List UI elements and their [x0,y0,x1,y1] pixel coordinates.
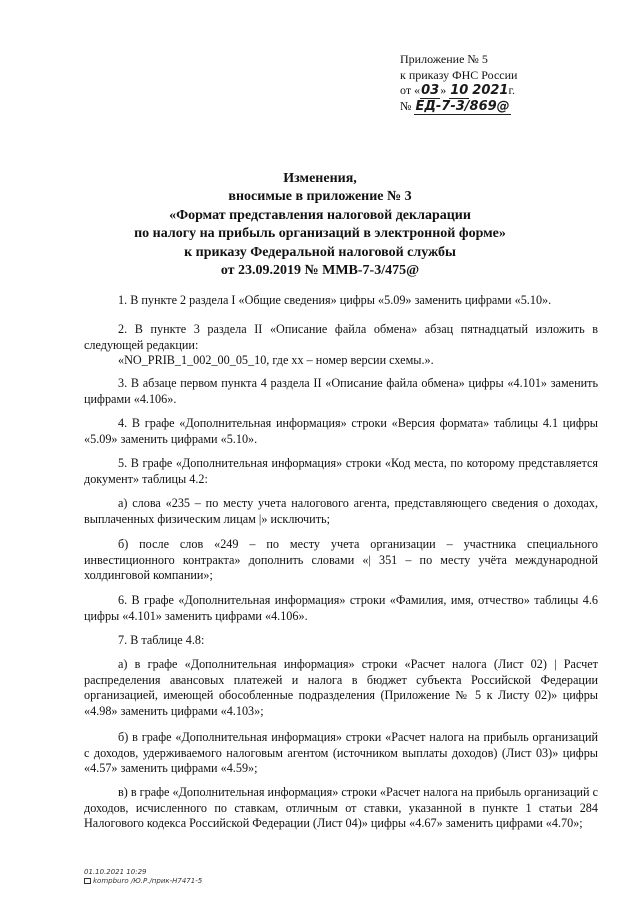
handwritten-number: ЕД-7-3/869@ [415,98,510,114]
paragraph: 3. В абзаце первом пункта 4 раздела II «Описание файла обмена» цифры «4.101» заменить цифрами «4.106». [84,376,598,406]
paragraph: б) в графе «Дополнительная информация» строки «Расчет налога на прибыль организаций с доходов, удерживаемого налоговым агентом (источником выплаты доходов) (Лист 03)» цифры «4.57» заменить цифрами «4.59»; [84,730,598,776]
paragraph: а) в графе «Дополнительная информация» строки «Расчет налога (Лист 02) | Расчет распределения авансовых платежей и налога в бюджет субъекта Российской Федерации организацией, имеющей обособленные подразделения (Приложение № 5 к Листу 02)» цифры «4.98» заменить цифрами «4.103»; [84,657,598,718]
appendix-date: от «03» 10 2021г. [400,83,516,98]
paragraph: 5. В графе «Дополнительная информация» строки «Код места, по которому представляется документ» таблицы 4.2: [84,456,598,486]
footer-timestamp: 01.10.2021 10:29 [84,868,147,876]
appendix-header [400,52,517,114]
paragraph: 2. В пункте 3 раздела II «Описание файла обмена» абзац пятнадцатый изложить в следующей редакции: [84,322,598,352]
appendix-title: Приложение № 5 [400,52,488,66]
paragraph: б) после слов «249 – по месту учета организации – участника специального инвестиционного контракта» дополнить словами «| 351 – по месту учёта международной холдинговой компании»; [84,537,598,583]
paragraph: в) в графе «Дополнительная информация» строки «Расчет налога на прибыль организаций с доходов, исчисленного по ставкам, отличным от ставки, указанной в пункте 1 статьи 284 Налогового кодекса Российской Федерации (Лист 04)» цифры «4.67» заменить цифрами «4.70»; [84,785,599,831]
paragraph: «NO_PRIB_1_002_00_05_10, где хх – номер версии схемы.». [118,353,434,367]
handwritten-year: 2021 [472,83,509,98]
paragraph: 4. В графе «Дополнительная информация» строки «Версия формата» таблицы 4.1 цифры «5.09» заменить цифрами «5.10». [84,416,598,446]
footer-stamp [84,868,202,886]
paragraph: 7. В таблице 4.8: [118,633,205,647]
appendix-number: № ЕД-7-3/869@ [400,98,510,114]
paragraph: 1. В пункте 2 раздела I «Общие сведения» цифры «5.09» заменить цифрами «5.10». [118,293,552,307]
file-icon [84,878,91,884]
paragraph: 6. В графе «Дополнительная информация» строки «Фамилия, имя, отчество» таблицы 4.6 цифры «4.101» заменить цифрами «4.106». [84,593,598,623]
handwritten-month: 10 [450,83,469,98]
document-title: Изменения, вносимые в приложение № 3 «Формат представления налоговой декларации по налогу на прибыль организаций в электронной форме» к приказу Федеральной налоговой службы от 23.09.2019 № ММВ-7-3/475@ [134,171,506,279]
footer-path: kompburo /Ю.Р./прик-Н7471-5 [84,877,202,886]
appendix-order-ref: к приказу ФНС России [400,67,518,82]
handwritten-day: 03 [421,83,440,98]
paragraph: а) слова «235 – по месту учета налогового агента, представляющего сведения о доходах, выплаченных физическим лицам |» исключить; [84,496,598,526]
